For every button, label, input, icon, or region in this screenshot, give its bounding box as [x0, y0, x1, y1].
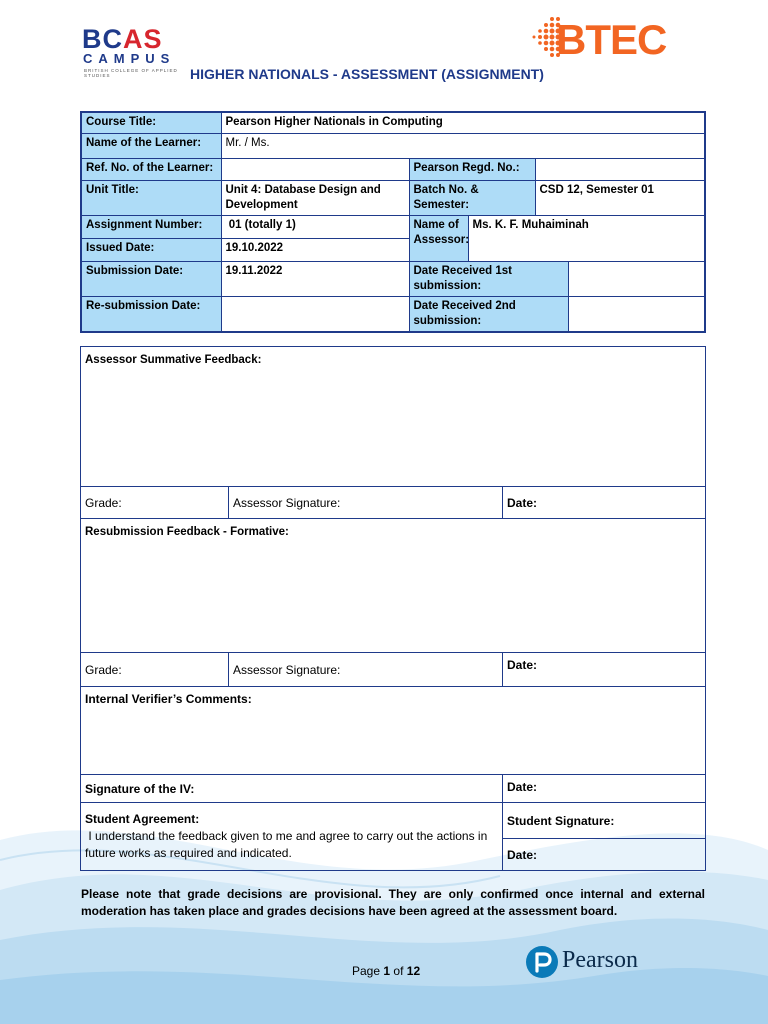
page-current: 1: [383, 964, 391, 978]
resubmission-feedback-box[interactable]: [81, 519, 706, 653]
logo-text-campus: CAMPUS: [83, 51, 176, 66]
date-label: Date:: [507, 495, 538, 510]
grade-cell-2[interactable]: [81, 653, 229, 687]
grade-label: Grade:: [85, 495, 122, 510]
issued-date-value: 19.10.2022: [221, 238, 409, 261]
assessor-signature-label: Assessor Signature:: [233, 495, 341, 510]
grade-cell-1[interactable]: [81, 487, 229, 519]
page-total: 12: [406, 964, 421, 978]
batch-label: Batch No. & Semester:: [409, 180, 535, 215]
provisional-grade-note: Please note that grade decisions are provisional. They are only confirmed once internal and external moderation has taken place and grades decisions have been agreed at the assessment board.: [81, 887, 705, 918]
logo-tagline: BRITISH COLLEGE OF APPLIED STUDIES: [84, 68, 178, 78]
assessor-name-value: Ms. K. F. Muhaiminah: [468, 215, 705, 261]
page-word: Page: [352, 964, 381, 978]
logo-text-bc: BC: [82, 24, 123, 54]
bcas-campus-logo: [82, 24, 182, 78]
logo-text-as: AS: [123, 24, 163, 54]
iv-signature-label: Signature of the IV:: [85, 781, 195, 796]
assessor-signature-label: Assessor Signature:: [233, 662, 341, 677]
issued-date-label: Issued Date:: [81, 238, 221, 261]
date-received-2nd-field[interactable]: [568, 296, 705, 332]
pearson-regd-label: Pearson Regd. No.:: [409, 158, 535, 180]
date-cell-3[interactable]: [503, 775, 706, 803]
ref-no-label: Ref. No. of the Learner:: [81, 158, 221, 180]
date-label: Date:: [507, 847, 538, 862]
student-agreement-text: I understand the feedback given to me and agree to carry out the actions in future works as required and indicated.: [85, 829, 491, 860]
ref-no-field[interactable]: [221, 158, 409, 180]
document-title: HIGHER NATIONALS - ASSESSMENT (ASSIGNMENT): [190, 66, 544, 82]
resubmission-date-label: Re-submission Date:: [81, 296, 221, 332]
date-label: Date:: [507, 780, 538, 794]
learner-name-label: Name of the Learner:: [81, 133, 221, 158]
unit-title-label: Unit Title:: [81, 180, 221, 215]
learner-name-field[interactable]: Mr. / Ms.: [221, 133, 705, 158]
btec-wordmark: BTEC: [556, 16, 667, 63]
student-signature-cell[interactable]: [503, 803, 706, 839]
student-agreement-cell: [81, 803, 503, 871]
of-word: of: [393, 964, 404, 978]
date-received-2nd-label: Date Received 2nd submission:: [409, 296, 568, 332]
course-title-label: Course Title:: [81, 112, 221, 133]
iv-comments-box[interactable]: [81, 687, 706, 775]
date-label: Date:: [507, 658, 538, 672]
assignment-number-label: Assignment Number:: [81, 215, 221, 238]
summative-feedback-box[interactable]: [81, 347, 706, 487]
student-agreement-label: Student Agreement:: [85, 812, 200, 826]
pearson-wordmark: Pearson: [562, 947, 638, 973]
date-received-1st-label: Date Received 1st submission:: [409, 261, 568, 296]
date-received-1st-field[interactable]: [568, 261, 705, 296]
assignment-details-table: [80, 111, 706, 333]
assignment-number-value: 01 (totally 1): [221, 215, 409, 238]
assessor-signature-cell-1[interactable]: [229, 487, 503, 519]
iv-signature-cell[interactable]: [81, 775, 503, 803]
resubmission-feedback-label: Resubmission Feedback - Formative:: [85, 526, 289, 538]
date-cell-4[interactable]: [503, 839, 706, 871]
batch-value: CSD 12, Semester 01: [535, 180, 705, 215]
course-title-value: Pearson Higher Nationals in Computing: [221, 112, 705, 133]
page-number: [352, 964, 420, 978]
feedback-table: [80, 346, 706, 871]
pearson-p-icon: [525, 945, 559, 979]
submission-date-value: 19.11.2022: [221, 261, 409, 296]
date-cell-1[interactable]: [503, 487, 706, 519]
btec-logo: [528, 15, 688, 65]
summative-feedback-label: Assessor Summative Feedback:: [85, 354, 262, 366]
submission-date-label: Submission Date:: [81, 261, 221, 296]
student-signature-label: Student Signature:: [507, 813, 615, 828]
assessor-signature-cell-2[interactable]: [229, 653, 503, 687]
unit-title-value: Unit 4: Database Design and Development: [221, 180, 409, 215]
resubmission-date-field[interactable]: [221, 296, 409, 332]
date-cell-2[interactable]: [503, 653, 706, 687]
assessor-name-label: Name of Assessor:: [409, 215, 468, 261]
iv-comments-label: Internal Verifier’s Comments:: [85, 692, 252, 706]
pearson-regd-field[interactable]: [535, 158, 705, 180]
grade-label: Grade:: [85, 662, 122, 677]
pearson-logo: [525, 942, 655, 982]
